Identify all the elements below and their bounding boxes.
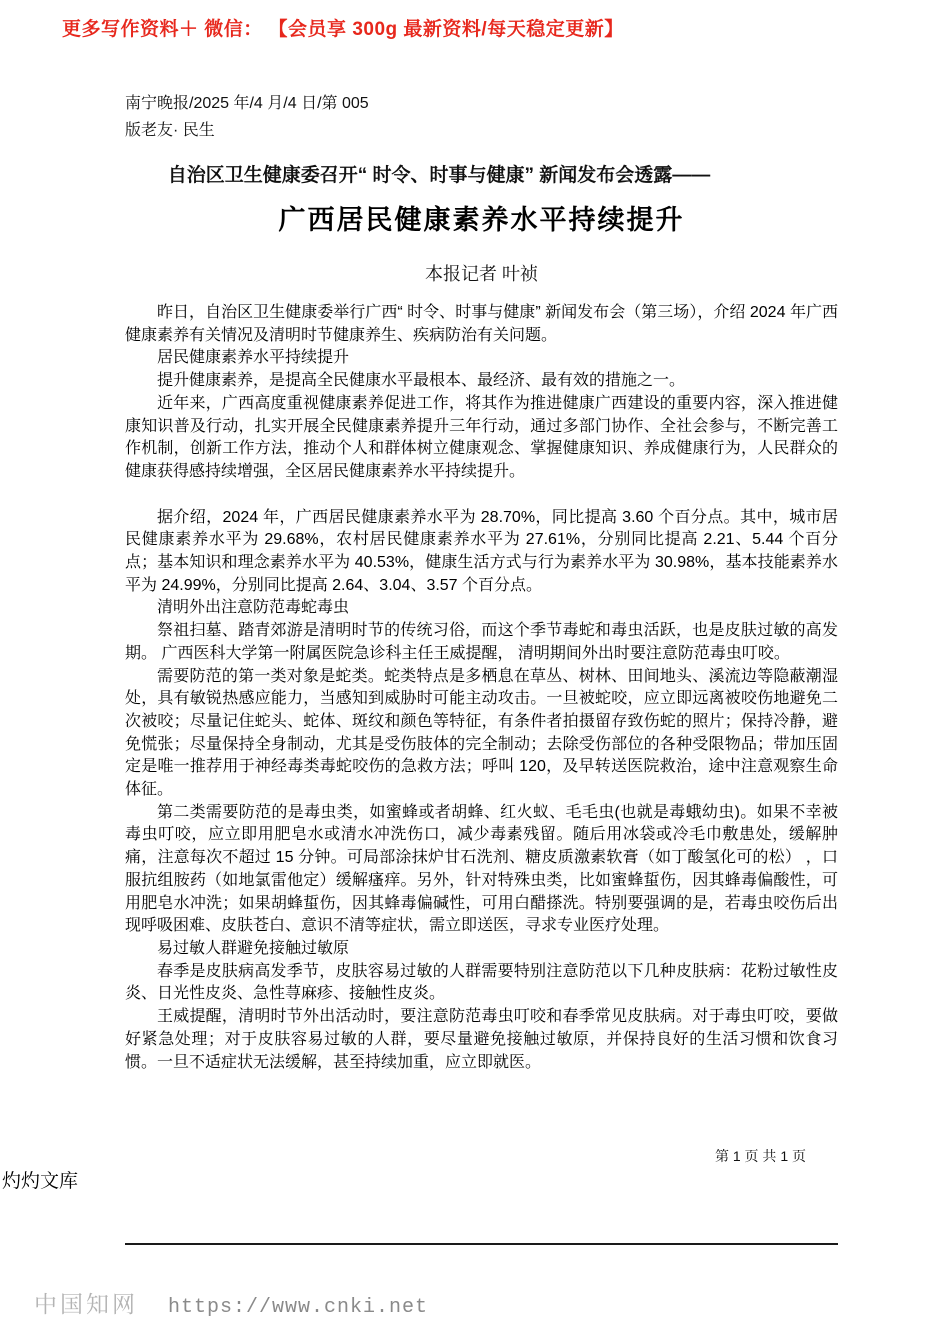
source-meta-line2: 版老友· 民生	[125, 122, 215, 139]
source-meta	[125, 90, 369, 144]
article-paragraph: 据介绍，2024 年，广西居民健康素养水平为 28.70%，同比提高 3.60 个百分点。其中，城市居民健康素养水平为 29.68%，农村居民健康素养水平为 27.61%，分别同比提高 2.21、5.44 个百分点；基本知识和理念素养水平为 40.53%，健康生活方式与行为素养水平为 30.98%，基本技能素养水平为 24.99%，分别同比提高 2.64、3.04、3.57 个百分点。	[125, 508, 838, 594]
cnki-brand-watermark: 中国知网	[34, 1292, 138, 1317]
article-paragraph: 昨日，自治区卫生健康委举行广西“ 时令、时事与健康” 新闻发布会（第三场），介绍 2024 年广西健康素养有关情况及清明时节健康养生、疾病防治有关问题。	[125, 304, 838, 344]
page-indicator: 第 1 页 共 1 页	[714, 1148, 806, 1164]
source-meta-line1: 南宁晚报/2025 年/4 月/4 日/第 005	[125, 95, 369, 112]
article-paragraph: 春季是皮肤病高发季节，皮肤容易过敏的人群需要特别注意防范以下几种皮肤病：花粉过敏性皮炎、日光性皮炎、急性荨麻疹、接触性皮炎。	[125, 962, 838, 1003]
footer-divider	[125, 1243, 838, 1245]
article-byline: 本报记者 叶祯	[424, 264, 538, 284]
article-paragraph: 提升健康素养，是提高全民健康水平最根本、最经济、最有效的措施之一。	[157, 372, 686, 390]
article-kicker: 自治区卫生健康委召开“ 时令、时事与健康” 新闻发布会透露——	[167, 165, 711, 186]
article-paragraph: 居民健康素养水平持续提升	[157, 349, 350, 367]
article-title: 广西居民健康素养水平持续提升	[278, 205, 685, 235]
article-paragraph: 清明外出注意防范毒蛇毒虫	[157, 599, 350, 617]
article-paragraph: 需要防范的第一类对象是蛇类。蛇类特点是多栖息在草丛、树林、田间地头、溪流边等隐蔽潮湿处，具有敏锐热感应能力，当感知到威胁时可能主动攻击。一旦被蛇咬，应立即远离被咬伤地避免二次被咬；尽量记住蛇头、蛇体、斑纹和颜色等特征，有条件者拍摄留存致伤蛇的照片；保持冷静，避免慌张；尽量保持全身制动，尤其是受伤肢体的完全制动；去除受伤部位的各种受限物品；带加压固定是唯一推荐用于神经毒类毒蛇咬伤的急救方法；呼叫 120，及早转送医院救治，途中注意观察生命体征。	[125, 667, 838, 799]
article-paragraph: 王威提醒，清明时节外出活动时，要注意防范毒虫叮咬和春季常见皮肤病。对于毒虫叮咬，要做好紧急处理；对于皮肤容易过敏的人群，要尽量避免接触过敏原，并保持良好的生活习惯和饮食习惯。一旦不适症状无法缓解，甚至持续加重，应立即就医。	[125, 1008, 838, 1071]
library-watermark: 灼灼文库	[2, 1171, 79, 1192]
cnki-url-watermark: https://www.cnki.net	[168, 1296, 429, 1319]
article-body	[125, 302, 838, 1074]
article-paragraph: 第二类需要防范的是毒虫类，如蜜蜂或者胡蜂、红火蚁、毛毛虫(也就是毒蛾幼虫)。如果不幸被毒虫叮咬，应立即用肥皂水或清水冲洗伤口，减少毒素残留。随后用冰袋或冷毛巾敷患处，缓解肿痛，注意每次不超过 15 分钟。可局部涂抹炉甘石洗剂、糖皮质激素软膏（如丁酸氢化可的松） ，口服抗组胺药（如地氯雷他定）缓解瘙痒。另外，针对特殊虫类，比如蜜蜂蜇伤，因其蜂毒偏酸性，可用肥皂水冲洗；如果胡蜂蜇伤，因其蜂毒偏碱性，可用白醋搽洗。特别要强调的是，若毒虫咬伤后出现呼吸困难、皮肤苍白、意识不清等症状，需立即送医，寻求专业医疗处理。	[125, 803, 838, 935]
article-paragraph: 祭祖扫墓、踏青郊游是清明时节的传统习俗，而这个季节毒蛇和毒虫活跃，也是皮肤过敏的高发期。 广西医科大学第一附属医院急诊科主任王威提醒， 清明期间外出时要注意防范毒虫叮咬。	[125, 622, 838, 662]
article-paragraph: 近年来，广西高度重视健康素养促进工作，将其作为推进健康广西建设的重要内容，深入推进健康知识普及行动，扎实开展全民健康素养提升三年行动，通过多部门协作、全社会参与，不断完善工作机制，创新工作方法，推动个人和群体树立健康观念、掌握健康知识、养成健康行为，人民群众的健康获得感持续增强，全区居民健康素养水平持续提升。	[125, 394, 838, 480]
article-paragraph: 易过敏人群避免接触过敏原	[157, 939, 350, 957]
promo-banner: 更多写作资料＋ 微信： 【会员享 300g 最新资料/每天稳定更新】	[62, 19, 624, 40]
cnki-watermark	[34, 1286, 428, 1319]
